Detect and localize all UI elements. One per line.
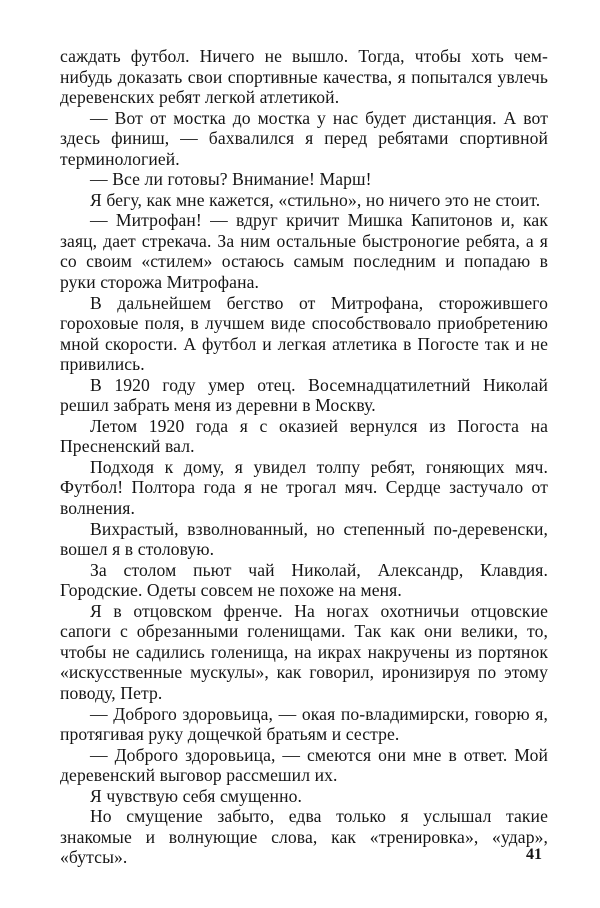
paragraph: — Доброго здоровьица, — окая по-владимирски, говорю я, протягивая руку дощечкой братьям и сестре. — [60, 703, 548, 745]
paragraph: — Вот от мостка до мостка у нас будет дистанция. А вот здесь финиш, — бахвалился я перед ребятами спортивной терминологией. — [60, 107, 548, 169]
paragraph: Я в отцовском френче. На ногах охотничьи отцовские сапоги с обрезанными голенищами. Так как они велики, то, чтобы не садились голенища, на икрах накручены из портянок «искусственные мускулы», как говорил, иронизируя по этому поводу, Петр. — [60, 600, 548, 703]
paragraph: За столом пьют чай Николай, Александр, Клавдия. Городские. Одеты совсем не похоже на меня. — [60, 559, 548, 601]
paragraph: Подходя к дому, я увидел толпу ребят, гоняющих мяч. Футбол! Полтора года я не трогал мяч. Сердце застучало от волнения. — [60, 456, 548, 519]
paragraph: Вихрастый, взволнованный, но степенный по-деревенски, вошел я в столовую. — [60, 518, 548, 560]
paragraph: В 1920 году умер отец. Восемнадцатилетний Николай решил забрать меня из деревни в Москву. — [60, 374, 548, 416]
page-number: 41 — [526, 846, 542, 863]
paragraph: саждать футбол. Ничего не вышло. Тогда, чтобы хоть чем-нибудь доказать свои спортивные качества, я попытался увлечь деревенских ребят легкой атлетикой. — [60, 46, 548, 108]
paragraph: Но смущение забыто, едва только я услышал такие знакомые и волнующие слова, как «тренировка», «удар», «бутсы». — [60, 806, 548, 868]
paragraph: Я бегу, как мне кажется, «стильно», но ничего это не стоит. — [90, 189, 541, 210]
paragraph: Я чувствую себя смущенно. — [90, 785, 302, 806]
paragraph: В дальнейшем бегство от Митрофана, сторожившего гороховые поля, в лучшем виде способствовало приобретению мной скорости. А футбол и легкая атлетика в Погосте так и не привились. — [60, 292, 548, 375]
body-text — [60, 46, 548, 868]
paragraph: Летом 1920 года я с оказией вернулся из Погоста на Пресненский вал. — [60, 415, 548, 457]
paragraph: — Митрофан! — вдруг кричит Мишка Капитонов и, как заяц, дает стрекача. За ним остальные быстроногие ребята, а я со своим «стилем» остаюсь самым последним и попадаю в руки сторожа Митрофана. — [60, 210, 548, 293]
paragraph: — Доброго здоровьица, — смеются они мне в ответ. Мой деревенский выговор рассмешил их. — [60, 744, 548, 786]
paragraph: — Все ли готовы? Внимание! Марш! — [90, 169, 372, 190]
